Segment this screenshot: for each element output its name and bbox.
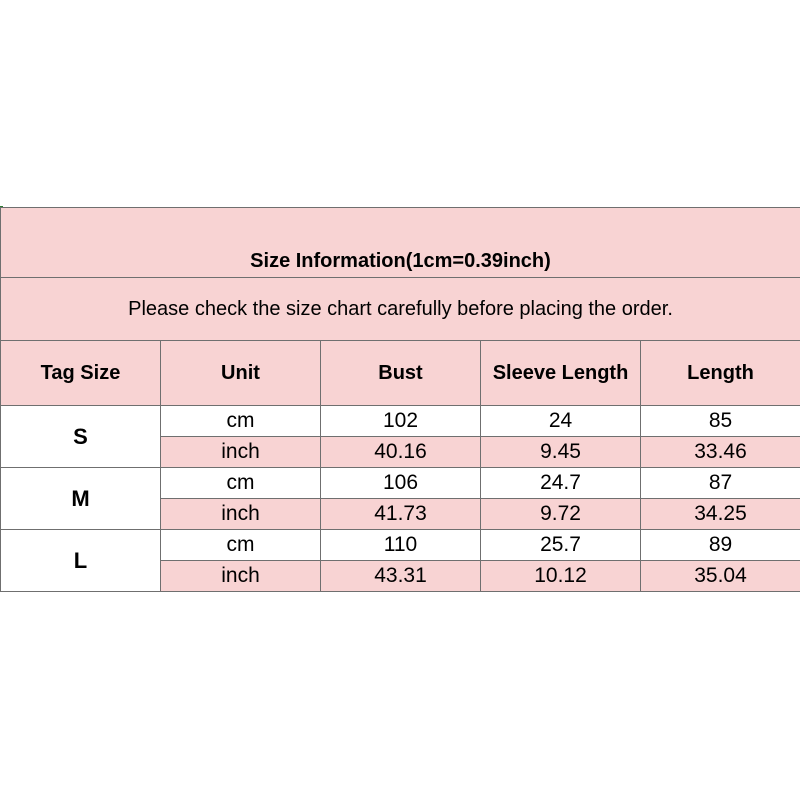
header-bust: Bust [321,341,481,406]
size-chart-table [0,207,800,592]
length-cell: 87 [641,468,800,499]
sleeve-length-cell: 25.7 [481,530,641,561]
tag-size-cell: S [1,406,161,468]
unit-cell: cm [161,530,321,561]
note-row [1,278,800,341]
unit-cell: inch [161,499,321,530]
sleeve-length-cell: 24 [481,406,641,437]
length-cell: 33.46 [641,437,800,468]
bust-cell: 40.16 [321,437,481,468]
sleeve-length-cell: 10.12 [481,561,641,592]
bust-cell: 106 [321,468,481,499]
table-row [1,468,800,499]
bust-cell: 43.31 [321,561,481,592]
unit-cell: inch [161,561,321,592]
table-title: Size Information(1cm=0.39inch) [1,208,800,278]
bust-cell: 102 [321,406,481,437]
header-unit: Unit [161,341,321,406]
table-note: Please check the size chart carefully before placing the order. [1,278,800,341]
tag-size-cell: L [1,530,161,592]
header-length: Length [641,341,800,406]
length-cell: 85 [641,406,800,437]
sleeve-length-cell: 9.45 [481,437,641,468]
header-tag-size: Tag Size [1,341,161,406]
bust-cell: 41.73 [321,499,481,530]
title-row [1,208,800,278]
bust-cell: 110 [321,530,481,561]
length-cell: 89 [641,530,800,561]
unit-cell: inch [161,437,321,468]
unit-cell: cm [161,406,321,437]
table-row [1,406,800,437]
header-row [1,341,800,406]
sleeve-length-cell: 9.72 [481,499,641,530]
tag-size-cell: M [1,468,161,530]
unit-cell: cm [161,468,321,499]
sleeve-length-cell: 24.7 [481,468,641,499]
table-row [1,530,800,561]
header-sleeve-length: Sleeve Length [481,341,641,406]
length-cell: 34.25 [641,499,800,530]
length-cell: 35.04 [641,561,800,592]
